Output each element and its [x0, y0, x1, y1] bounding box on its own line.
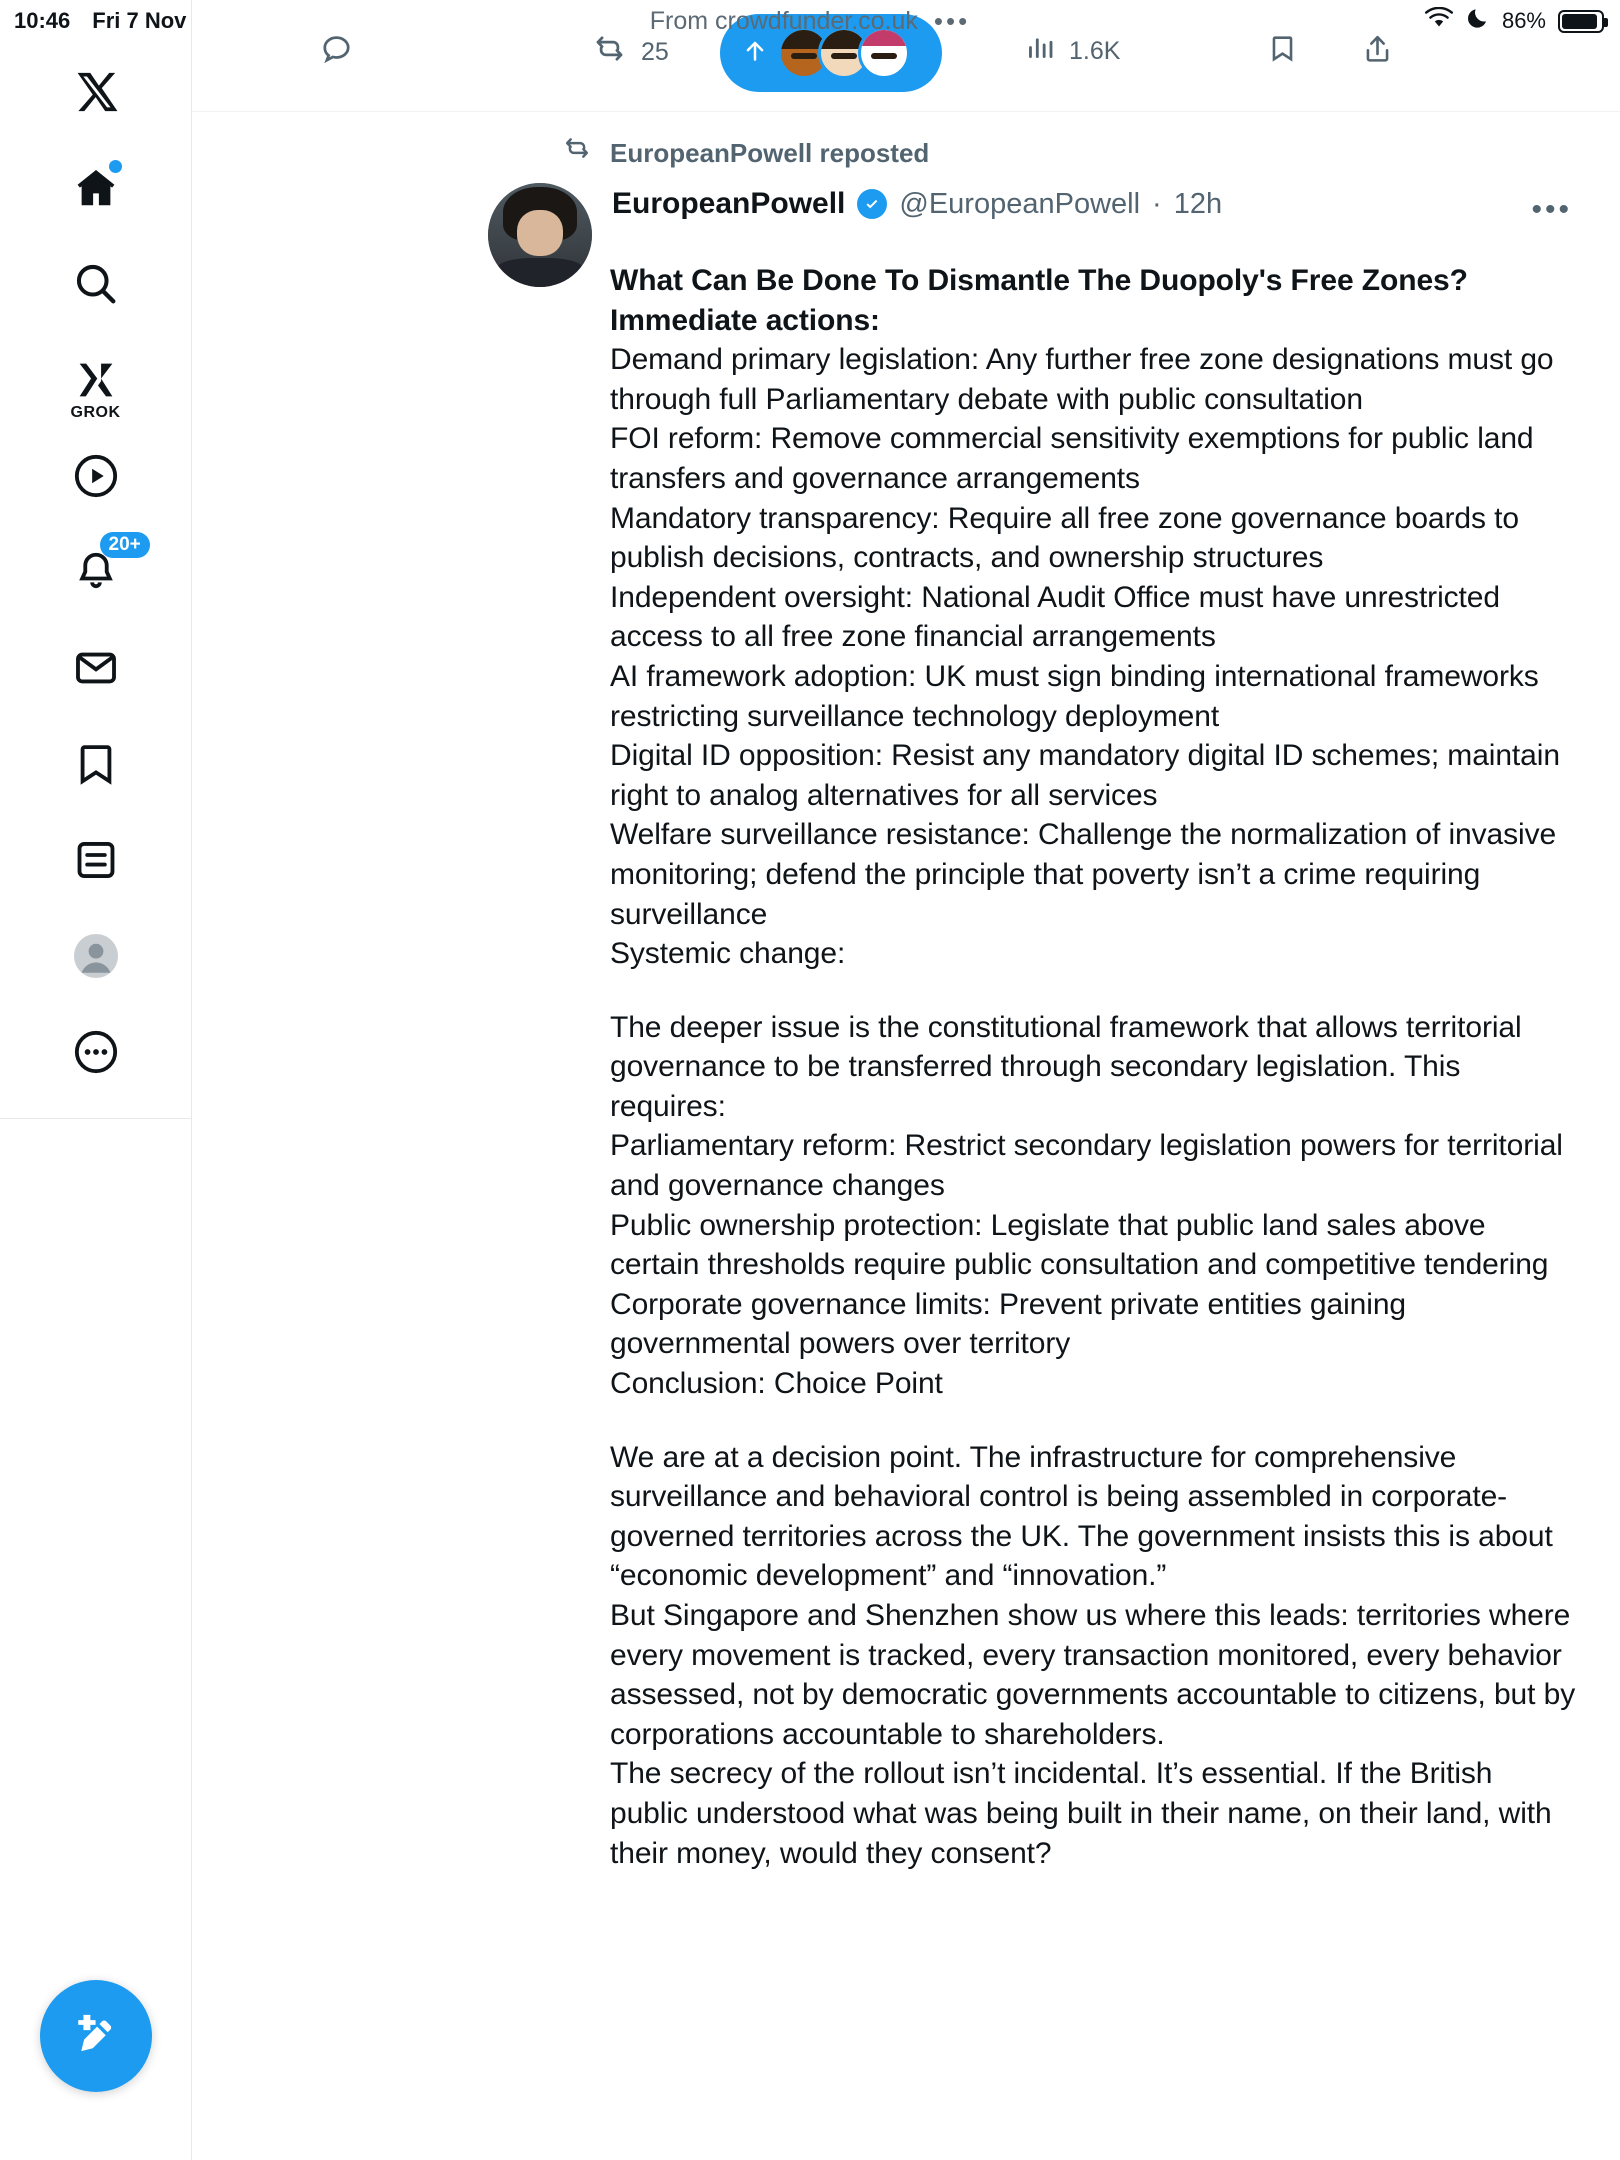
wifi-icon	[1424, 7, 1454, 35]
sidebar-nav	[0, 0, 192, 2160]
post-paragraph: We are at a decision point. The infrastructure for comprehensive surveillance and behavioral control is being assembled in corporate-governed territories across the UK. The government insists this is about “economic development” and “innovation.”	[610, 1440, 1553, 1593]
grok-icon	[74, 360, 118, 400]
post-paragraph: Demand primary legislation: Any further free zone designations must go through full Parliamentary debate with public consultation	[610, 343, 1554, 416]
repost-label: EuropeanPowell reposted	[610, 138, 930, 168]
post-paragraph: The deeper issue is the constitutional framework that allows territorial governance to be transferred through secondary legislation. This requires:	[610, 1010, 1522, 1123]
separator-dot: ·	[1152, 188, 1162, 220]
status-left	[14, 8, 186, 34]
post-paragraph: Welfare surveillance resistance: Challenge the normalization of invasive monitoring; defend the principle that poverty isn’t a crime requiring surveillance	[610, 818, 1557, 931]
list-icon	[73, 837, 119, 883]
status-date: Fri 7 Nov	[92, 8, 187, 33]
search-icon	[73, 261, 119, 307]
post-paragraph: Systemic change:	[610, 937, 846, 971]
views-count: 1.6K	[1069, 36, 1121, 65]
post-text	[192, 259, 1620, 1873]
retweet-count: 25	[641, 37, 669, 66]
sidebar-item-lists[interactable]	[48, 812, 144, 908]
battery-icon	[1558, 10, 1604, 33]
sidebar-item-home[interactable]	[48, 140, 144, 236]
compose-icon	[70, 2008, 122, 2065]
post-paragraph: Independent oversight: National Audit Office must have unrestricted access to all free zone financial arrangements	[610, 580, 1500, 654]
browser-source-label[interactable]	[650, 7, 970, 36]
post-more-menu[interactable]: •••	[1531, 193, 1572, 226]
timeline-column	[192, 0, 1620, 2160]
more-circle-icon	[73, 1029, 119, 1075]
sidebar-item-video[interactable]	[48, 428, 144, 524]
post-heading: What Can Be Done To Dismantle The Duopoly's Free Zones?	[610, 264, 1468, 297]
post-paragraph: The secrecy of the rollout isn’t incidental. It’s essential. If the British public understood what was being built in their name, on their land, with their money, would they consent?	[610, 1757, 1552, 1870]
post-paragraph: Parliamentary reform: Restrict secondary legislation powers for territorial and governance changes	[610, 1129, 1563, 1203]
grok-label: GROK	[70, 404, 121, 421]
x-logo-icon	[73, 69, 119, 115]
sidebar-item-messages[interactable]	[48, 620, 144, 716]
author-avatar[interactable]	[488, 183, 592, 287]
status-right	[1424, 6, 1604, 36]
sidebar-item-notifications[interactable]	[48, 524, 144, 620]
bookmark-icon	[73, 741, 119, 787]
notifications-badge: 20+	[100, 532, 150, 558]
repost-icon	[562, 134, 592, 169]
post-timestamp[interactable]: 12h	[1173, 188, 1223, 220]
sidebar-item-grok[interactable]	[48, 332, 144, 428]
sidebar-divider	[0, 1118, 192, 1119]
post-paragraph: Mandatory transparency: Require all free zone governance boards to publish decisions, contracts, and ownership structures	[610, 501, 1519, 575]
avatar-icon	[72, 932, 120, 980]
post[interactable]	[192, 112, 1620, 1873]
post-paragraph: Digital ID opposition: Resist any mandatory digital ID schemes; maintain right to analog alternatives for all services	[610, 739, 1560, 812]
battery-percent: 86%	[1501, 8, 1546, 33]
sidebar-item-more[interactable]	[48, 1004, 144, 1100]
author-row	[612, 179, 1620, 221]
status-bar	[0, 0, 1620, 42]
sidebar-item-profile[interactable]	[48, 908, 144, 1004]
home-unread-dot	[109, 160, 122, 173]
sidebar-item-x-logo[interactable]	[48, 44, 144, 140]
post-paragraph: Public ownership protection: Legislate that public land sales above certain thresholds require public consultation and competitive tendering	[610, 1208, 1549, 1282]
envelope-icon	[73, 645, 119, 691]
post-subheading: Immediate actions:	[610, 303, 880, 337]
source-more-icon[interactable]: •••	[933, 6, 971, 36]
status-time: 10:46	[14, 8, 71, 33]
repost-context[interactable]	[192, 112, 1620, 179]
verified-badge-icon	[857, 189, 887, 219]
source-text: From crowdfunder.co.uk	[649, 6, 918, 35]
post-paragraph: Conclusion: Choice Point	[610, 1367, 943, 1401]
paragraph-gap	[610, 1404, 1578, 1438]
post-paragraph: AI framework adoption: UK must sign binding international frameworks restricting surveillance technology deployment	[610, 659, 1539, 733]
paragraph-gap	[610, 974, 1578, 1008]
post-header	[192, 179, 1620, 259]
author-display-name[interactable]: EuropeanPowell	[612, 187, 846, 220]
moon-icon	[1466, 6, 1490, 36]
post-paragraph: But Singapore and Shenzhen show us where this leads: territories where every movement is tracked, every transaction monitored, every behavior assessed, not by democratic governments accountable to citizens, but by corporations accountable to shareholders.	[610, 1599, 1576, 1751]
sidebar-item-bookmarks[interactable]	[48, 716, 144, 812]
author-handle[interactable]: @EuropeanPowell	[899, 188, 1141, 220]
video-play-icon	[73, 453, 119, 499]
post-paragraph: Corporate governance limits: Prevent private entities gaining governmental powers over territory	[610, 1287, 1406, 1361]
sidebar-item-search[interactable]	[48, 236, 144, 332]
compose-post-button[interactable]	[40, 1980, 152, 2092]
post-paragraph: FOI reform: Remove commercial sensitivity exemptions for public land transfers and governance arrangements	[610, 422, 1534, 495]
